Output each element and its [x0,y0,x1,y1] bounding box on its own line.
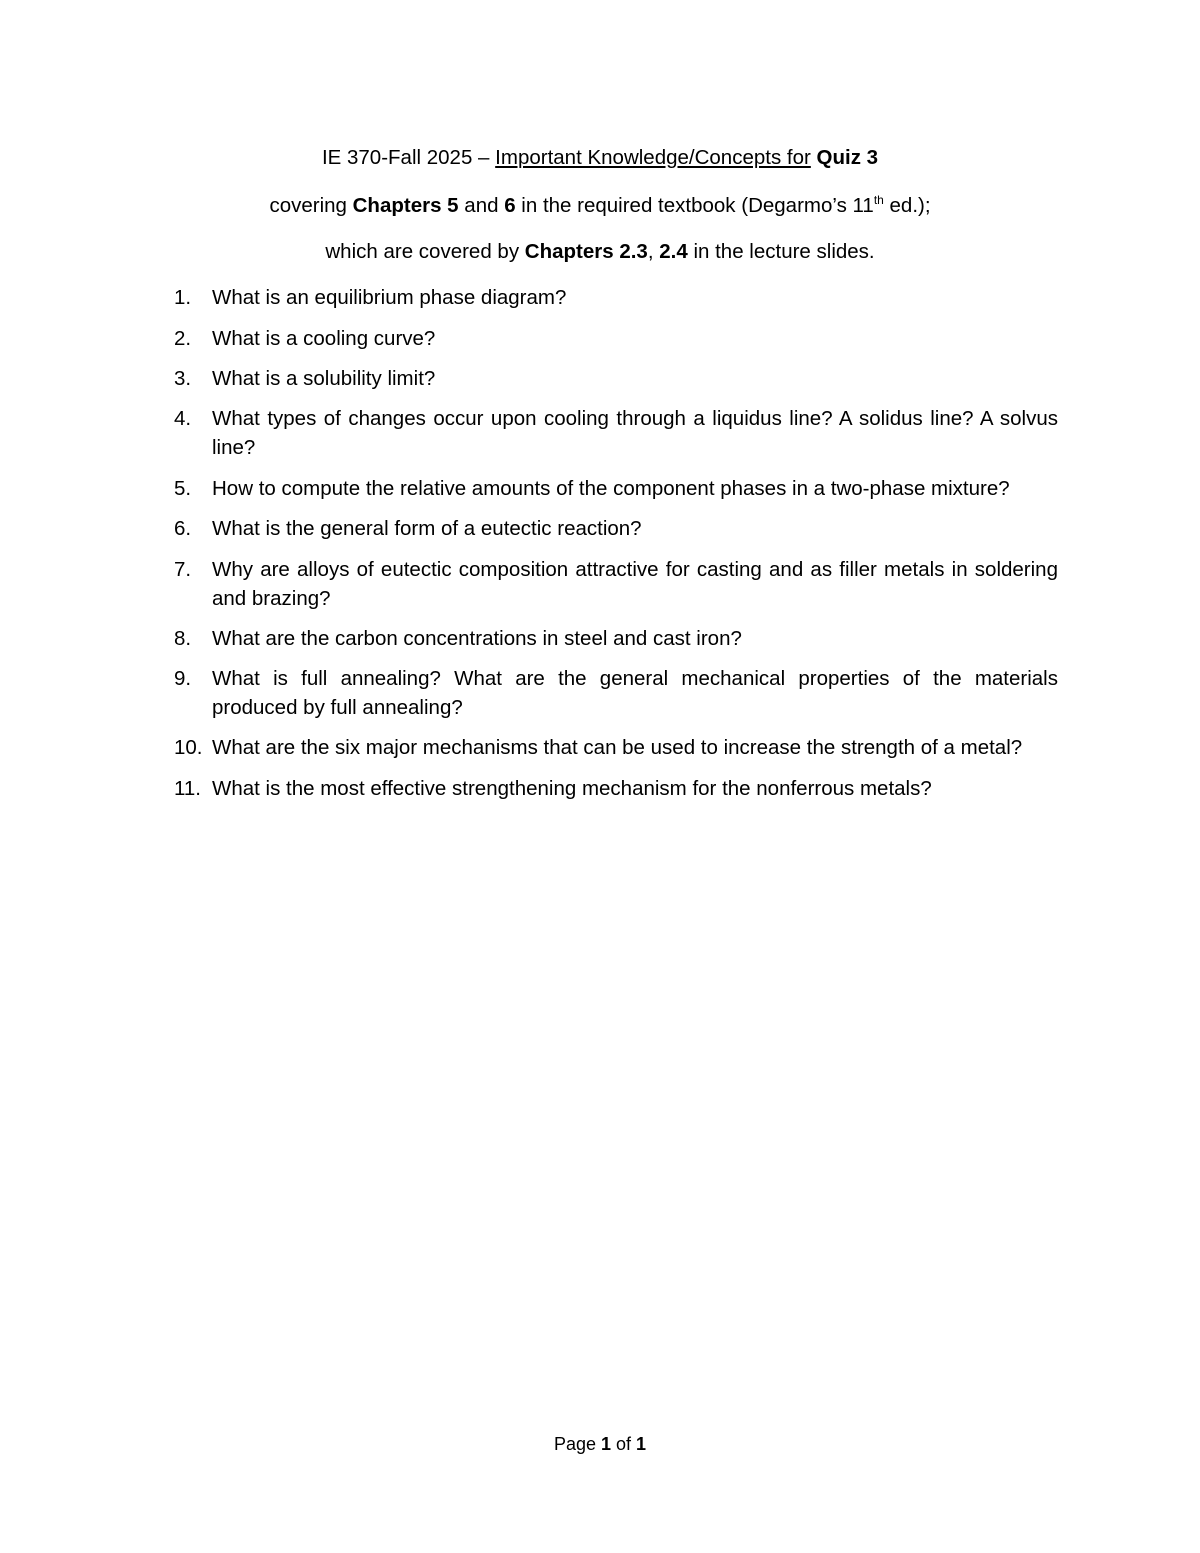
question-text: What is the most effective strengthening mechanism for the nonferrous metals? [212,777,932,800]
page-footer [0,1432,1200,1456]
question-text: What are the six major mechanisms that can be used to increase the strength of a metal? [212,736,1023,759]
question-number: 10. [174,736,203,759]
footer-text: Page [553,1434,601,1454]
subtitle-text: covering [269,194,353,217]
slides-text: , [647,240,660,263]
question-number: 2. [174,327,192,350]
question-number: 8. [174,627,192,650]
document-subtitle-slides [0,239,1200,265]
question-number: 11. [174,777,201,800]
slides-chapter-2-4: 2.4 [659,240,688,263]
question-number: 7. [174,558,192,581]
question-text: What is full annealing? What are the general mechanical properties of the materials produced by full annealing? [212,667,1058,719]
subtitle-chapter-5: Chapters 5 [352,194,459,217]
question-text: What is a cooling curve? [212,327,436,350]
title-course: IE 370-Fall 2025 – [321,146,496,169]
subtitle-text: and [458,194,505,217]
subtitle-chapter-6: 6 [504,194,516,217]
slides-chapter-2-3: Chapters 2.3 [524,240,648,263]
question-text: What is an equilibrium phase diagram? [212,286,567,309]
page-number: 1 [601,1434,612,1454]
question-number: 3. [174,367,192,390]
subtitle-text: ed.); [883,194,931,217]
question-number: 1. [174,286,192,309]
question-number: 9. [174,667,192,690]
question-text: How to compute the relative amounts of the component phases in a two-phase mixture? [212,477,1010,500]
subtitle-text: in the required textbook (Degarmo’s 11 [515,194,874,217]
question-text: What types of changes occur upon cooling through a liquidus line? A solidus line? A solvus line? [212,407,1058,459]
question-number: 5. [174,477,192,500]
document-title [0,145,1200,171]
document-subtitle-coverage [0,193,1200,221]
page-total: 1 [636,1434,647,1454]
subtitle-superscript: th [873,193,884,207]
question-text: What is a solubility limit? [212,367,436,390]
question-text: Why are alloys of eutectic composition attractive for casting and as filler metals in soldering and brazing? [212,558,1058,610]
title-topic: Important Knowledge/Concepts for [495,146,811,169]
footer-text: of [611,1434,637,1454]
question-text: What are the carbon concentrations in steel and cast iron? [212,627,742,650]
question-number: 4. [174,407,192,430]
slides-text: which are covered by [325,240,525,263]
title-quiz: Quiz 3 [816,146,879,169]
question-number: 6. [174,517,192,540]
slides-text: in the lecture slides. [687,240,875,263]
question-text: What is the general form of a eutectic reaction? [212,517,642,540]
